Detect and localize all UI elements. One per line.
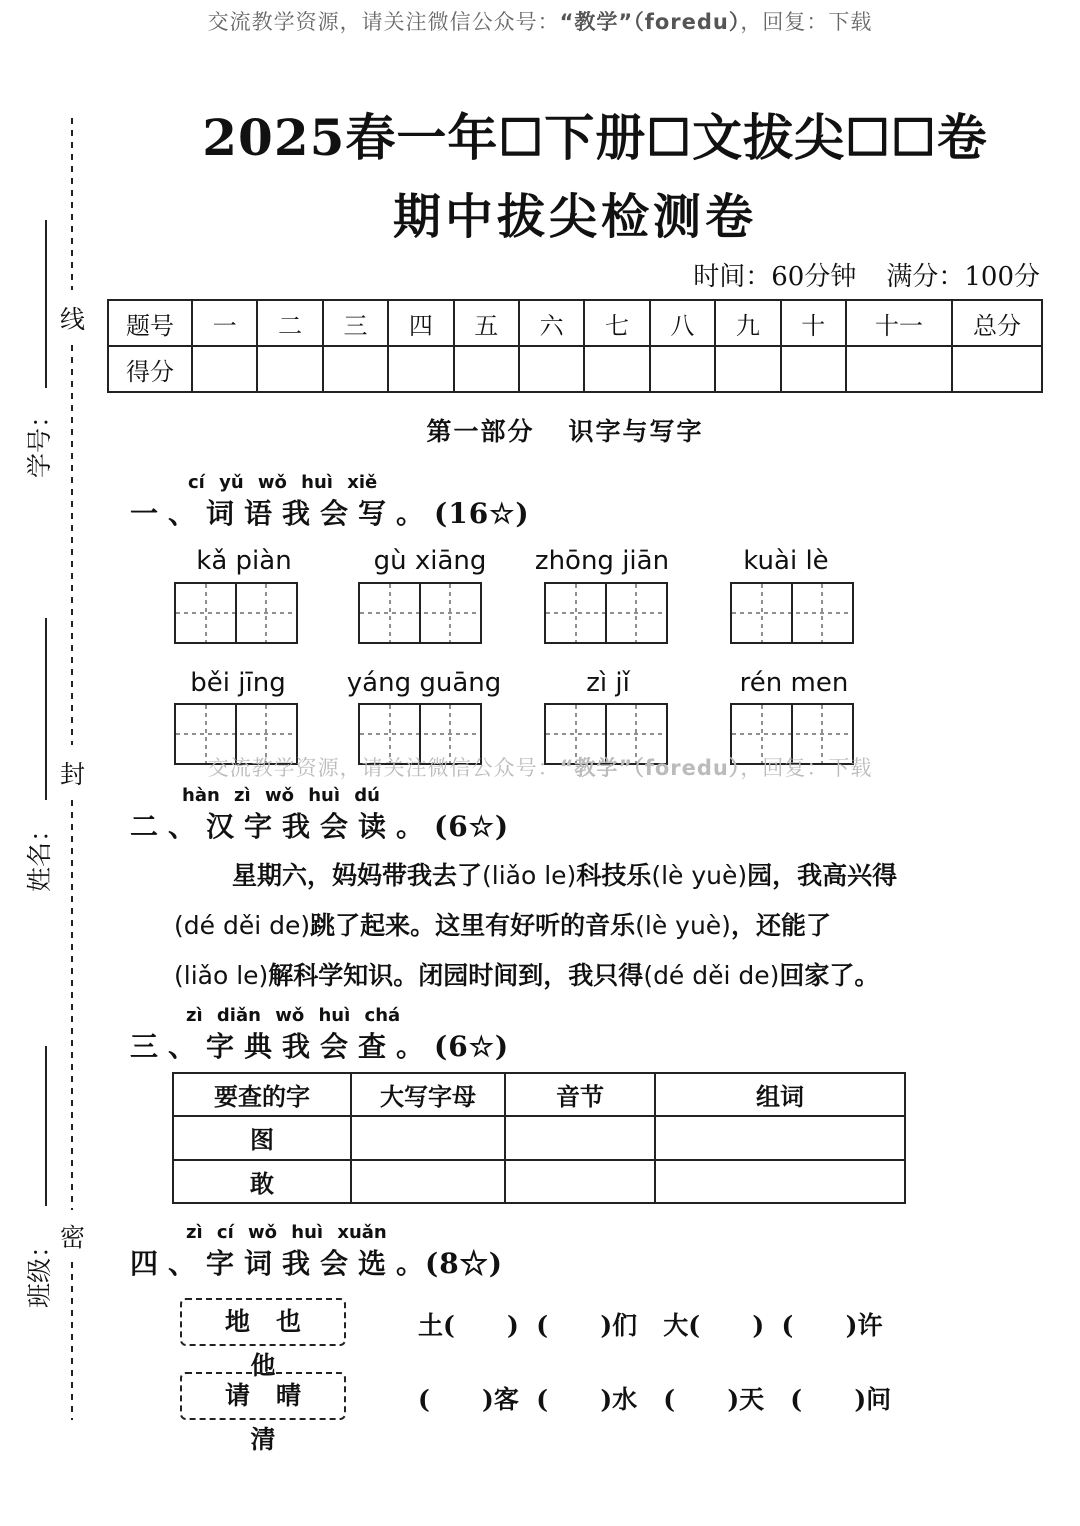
q2-passage-line2: (dé děi de)跳了起来。这里有好听的音乐(lè yuè)，还能了: [174, 911, 831, 940]
exam-subtitle: 期中拔尖检测卷: [392, 189, 757, 245]
student-id-label: 学号：: [25, 402, 54, 478]
fill-row-2[interactable]: ( )客 ( )水 ( )天 ( )问: [418, 1385, 892, 1414]
score-blank[interactable]: [519, 346, 584, 392]
score-blank[interactable]: [952, 346, 1042, 392]
fill-row-1[interactable]: 土( ) ( )们 大( ) ( )许: [418, 1311, 883, 1340]
dict-header: 要查的字: [173, 1073, 351, 1116]
score-cell: 八: [650, 300, 715, 346]
q1-pinyin-item: yáng guāng: [346, 668, 502, 698]
answer-blank[interactable]: [505, 1160, 655, 1203]
score-cell: 十: [781, 300, 846, 346]
score-blank[interactable]: [454, 346, 519, 392]
score-cell: 四: [388, 300, 453, 346]
answer-blank[interactable]: [351, 1160, 505, 1203]
q1-pinyin-item: gù xiāng: [373, 546, 487, 576]
q1-pinyin-item: zhōng jiān: [534, 546, 670, 576]
score-cell: 总分: [952, 300, 1042, 346]
dict-header: 组词: [655, 1073, 905, 1116]
score-cell: 五: [454, 300, 519, 346]
score-cell: 六: [519, 300, 584, 346]
score-blank[interactable]: [388, 346, 453, 392]
score-blank[interactable]: [192, 346, 257, 392]
score-cell: 七: [584, 300, 649, 346]
table-row: [173, 1116, 905, 1159]
dictionary-table: [172, 1072, 906, 1204]
table-row: [173, 1160, 905, 1203]
score-blank[interactable]: [650, 346, 715, 392]
q1-pinyin-item: kuài lè: [743, 546, 829, 576]
score-cell: 十一: [846, 300, 952, 346]
q4-pinyin: zì cí wǒ huì xuǎn: [186, 1222, 387, 1243]
answer-blank[interactable]: [655, 1160, 905, 1203]
watermark-top: 交流教学资源，请关注微信公众号：“教学”（foredu），回复：下载: [207, 10, 873, 34]
part1-heading: 第一部分 识字与写字: [426, 417, 704, 446]
dict-char: 敢: [173, 1160, 351, 1203]
choice-group-1: 地也他: [180, 1298, 346, 1346]
score-cell: 二: [257, 300, 322, 346]
full-score: 满分：100分: [886, 262, 1040, 292]
q3-pinyin: zì diǎn wǒ huì chá: [186, 1005, 401, 1026]
dict-char: 图: [173, 1116, 351, 1159]
q1-title: 一、词语我会写。(16☆): [130, 497, 530, 530]
score-blank[interactable]: [257, 346, 322, 392]
binding-secret-label: 密: [60, 1223, 86, 1252]
exam-time-info: [663, 256, 1040, 293]
q3-title: 三、字典我会查。(6☆): [130, 1030, 510, 1063]
q1-pinyin-item: běi jīng: [190, 668, 286, 698]
choice-group-2: 请晴清: [180, 1372, 346, 1420]
q1-pinyin: cí yǔ wǒ huì xiě: [188, 472, 378, 493]
score-cell: 一: [192, 300, 257, 346]
binding-line-label: 线: [60, 305, 86, 334]
score-blank[interactable]: [584, 346, 649, 392]
score-blank[interactable]: [781, 346, 846, 392]
q2-pinyin: hàn zì wǒ huì dú: [182, 785, 380, 806]
score-blank[interactable]: [323, 346, 388, 392]
exam-title: 2025春一年☐下册☐文拔尖☐☐卷: [202, 108, 988, 167]
binding-seal-label: 封: [60, 760, 86, 789]
dict-header: 音节: [505, 1073, 655, 1116]
q4-title: 四、字词我会选。(8☆): [130, 1247, 503, 1280]
writing-grid[interactable]: [544, 582, 668, 644]
score-blank[interactable]: [715, 346, 780, 392]
watermark-middle: 交流教学资源，请关注微信公众号：“教学”（foredu），回复：下载: [207, 756, 873, 780]
score-cell: 九: [715, 300, 780, 346]
class-label: 班级：: [25, 1232, 54, 1308]
writing-grid[interactable]: [730, 582, 854, 644]
score-cell: 三: [323, 300, 388, 346]
name-label: 姓名：: [25, 816, 54, 892]
score-table-score-row: [108, 346, 1042, 392]
dictionary-header-row: [173, 1073, 905, 1116]
score-table-header-row: [108, 300, 1042, 346]
q1-pinyin-item: zì jǐ: [586, 668, 630, 698]
q2-passage-line3: (liǎo le)解科学知识。闭园时间到，我只得(dé děi de)回家了。: [174, 961, 880, 990]
q2-passage-line1: 星期六，妈妈带我去了(liǎo le)科技乐(lè yuè)园，我高兴得: [232, 861, 898, 890]
time-limit: 时间：60分钟: [693, 262, 857, 292]
writing-grid[interactable]: [358, 582, 482, 644]
score-table: [107, 299, 1043, 393]
answer-blank[interactable]: [655, 1116, 905, 1159]
dict-header: 大写字母: [351, 1073, 505, 1116]
q1-pinyin-item: rén men: [739, 668, 849, 698]
score-row-label: 得分: [108, 346, 192, 392]
q2-title: 二、汉字我会读。(6☆): [130, 810, 510, 843]
q1-pinyin-item: kǎ piàn: [196, 546, 292, 576]
score-cell: 题号: [108, 300, 192, 346]
answer-blank[interactable]: [505, 1116, 655, 1159]
score-blank[interactable]: [846, 346, 952, 392]
writing-grid[interactable]: [174, 582, 298, 644]
answer-blank[interactable]: [351, 1116, 505, 1159]
